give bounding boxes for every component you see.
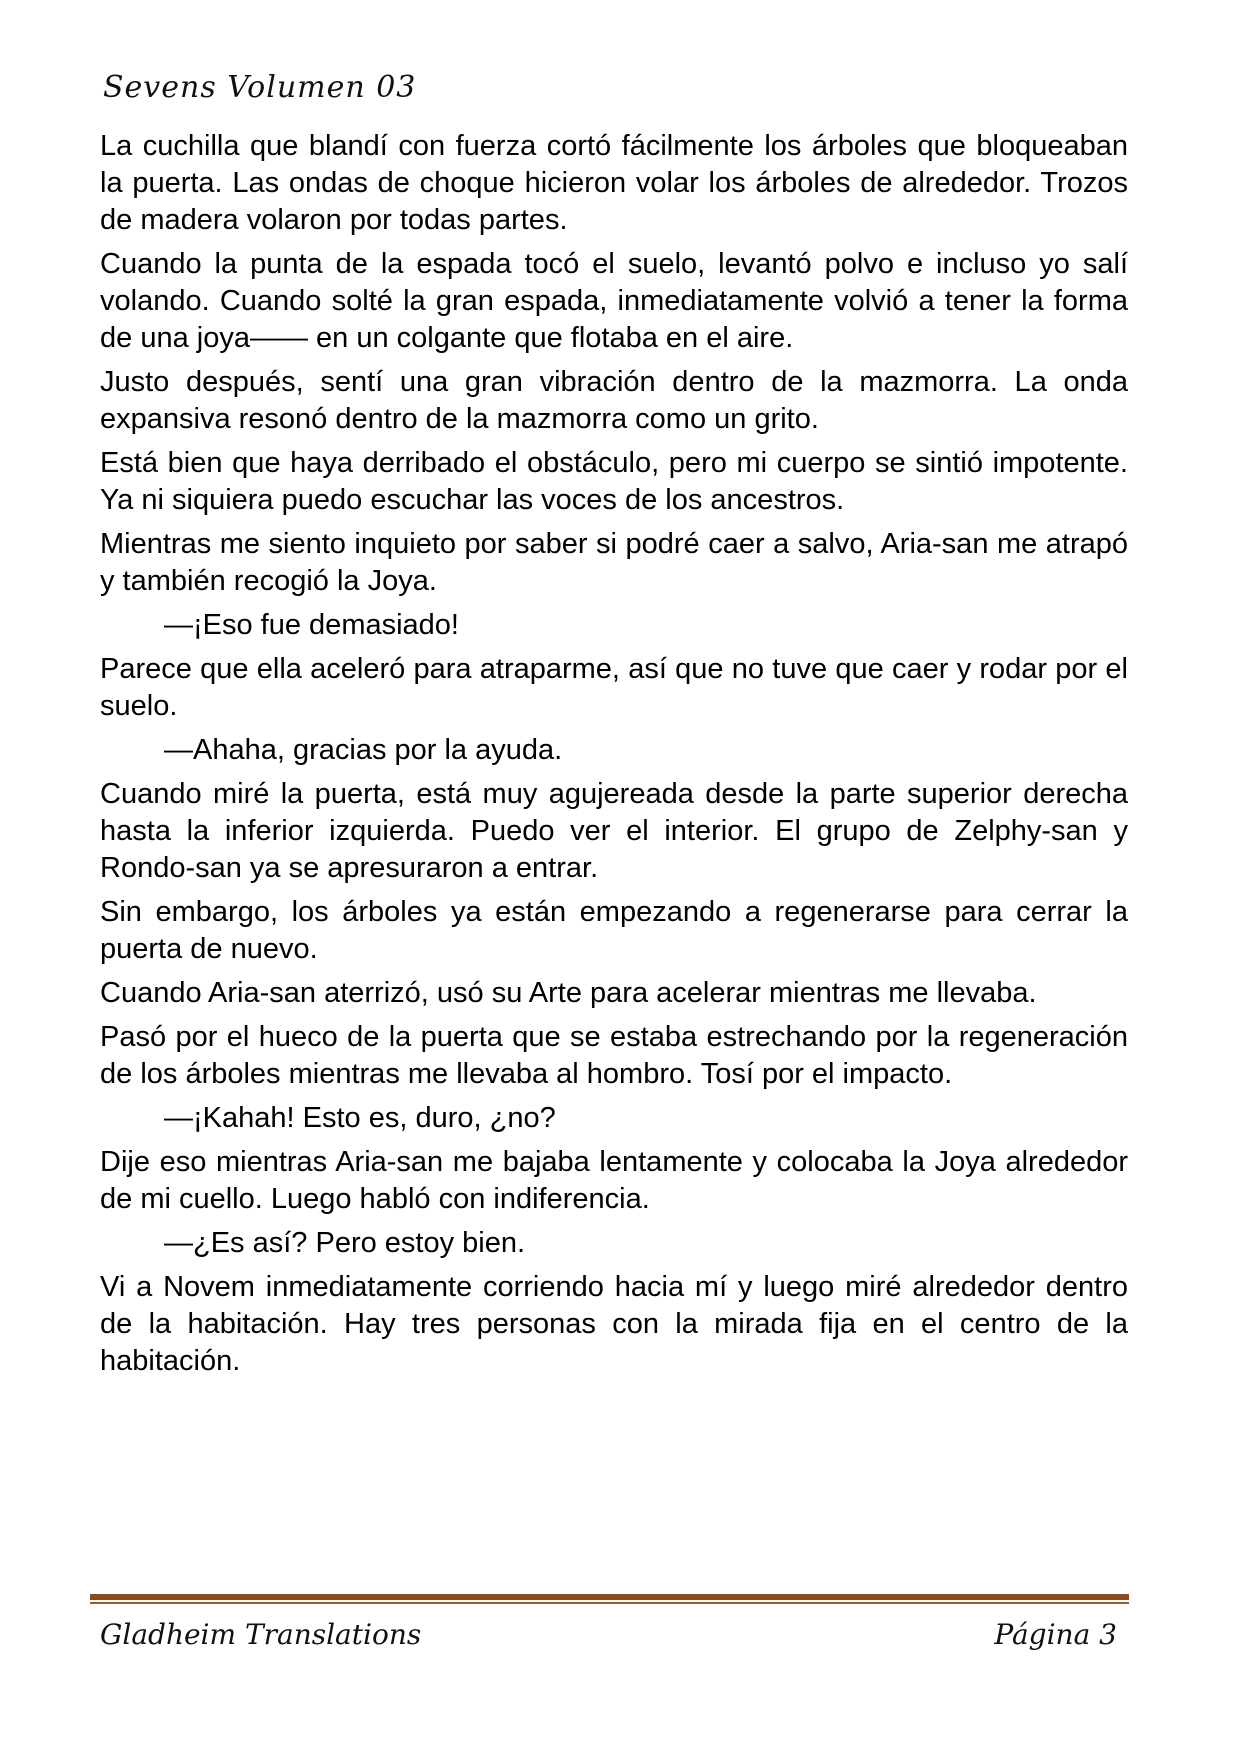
body-paragraph: Dije eso mientras Aria-san me bajaba lentamente y colocaba la Joya alrededor de mi cuello. Luego habló con indiferencia. xyxy=(100,1146,1128,1215)
document-body xyxy=(100,128,1128,1387)
dialogue-paragraph: —¡Eso fue demasiado! xyxy=(164,609,459,641)
body-paragraph: La cuchilla que blandí con fuerza cortó fácilmente los árboles que bloqueaban la puerta. Las ondas de choque hicieron volar los árboles de alrededor. Trozos de madera volaron por todas partes. xyxy=(100,130,1128,236)
body-paragraph: Está bien que haya derribado el obstáculo, pero mi cuerpo se sintió impotente. Ya ni siquiera puedo escuchar las voces de los ancestros. xyxy=(100,447,1128,516)
dialogue-paragraph: —¡Kahah! Esto es, duro, ¿no? xyxy=(164,1102,556,1134)
body-paragraph: Sin embargo, los árboles ya están empezando a regenerarse para cerrar la puerta de nuevo. xyxy=(100,896,1128,965)
body-paragraph: Cuando Aria-san aterrizó, usó su Arte para acelerar mientras me llevaba. xyxy=(100,977,1037,1009)
dialogue-paragraph: —¿Es así? Pero estoy bien. xyxy=(164,1227,526,1259)
body-paragraph: Cuando miré la puerta, está muy agujereada desde la parte superior derecha hasta la inferior izquierda. Puedo ver el interior. El grupo de Zelphy-san y Rondo-san ya se apresuraron a entrar. xyxy=(100,778,1128,884)
page-footer xyxy=(90,1594,1129,1651)
body-paragraph: Justo después, sentí una gran vibración dentro de la mazmorra. La onda expansiva resonó dentro de la mazmorra como un grito. xyxy=(100,366,1128,435)
body-paragraph: Cuando la punta de la espada tocó el suelo, levantó polvo e incluso yo salí volando. Cuando solté la gran espada, inmediatamente volvió a tener la forma de una joya—— en un colgante que flotaba en el aire. xyxy=(100,248,1128,354)
body-paragraph: Parece que ella aceleró para atraparme, así que no tuve que caer y rodar por el suelo. xyxy=(100,653,1128,722)
dialogue-paragraph: —Ahaha, gracias por la ayuda. xyxy=(164,734,563,766)
footer-page-number: Página 3 xyxy=(994,1618,1117,1651)
body-paragraph: Pasó por el hueco de la puerta que se estaba estrechando por la regeneración de los árboles mientras me llevaba al hombro. Tosí por el impacto. xyxy=(100,1021,1128,1090)
body-paragraph: Vi a Novem inmediatamente corriendo hacia mí y luego miré alrededor dentro de la habitación. Hay tres personas con la mirada fija en el centro de la habitación. xyxy=(100,1271,1128,1377)
footer-translator-credit: Gladheim Translations xyxy=(100,1618,422,1651)
page-title: Sevens Volumen 03 xyxy=(103,70,417,105)
body-paragraph: Mientras me siento inquieto por saber si podré caer a salvo, Aria-san me atrapó y también recogió la Joya. xyxy=(100,528,1128,597)
